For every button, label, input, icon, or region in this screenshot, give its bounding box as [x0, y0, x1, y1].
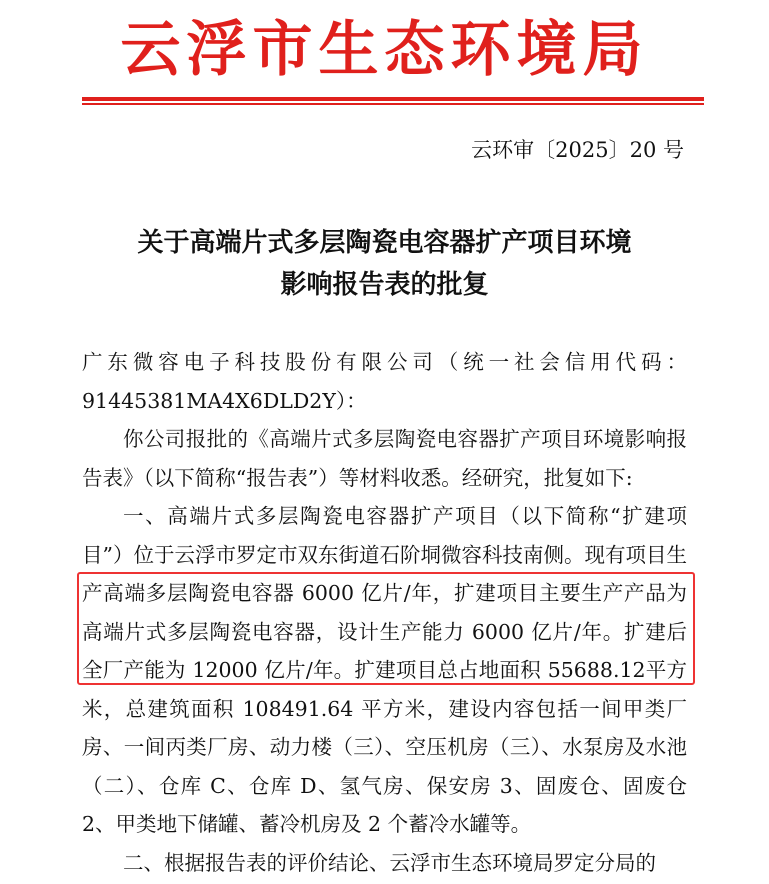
paragraph-evaluation: 二、根据报告表的评价结论、云浮市生态环境局罗定分局的	[123, 850, 656, 875]
title-line-1: 关于高端片式多层陶瓷电容器扩产项目环境	[137, 228, 632, 258]
paragraph-text-before-highlight: 一、高端片式多层陶瓷电容器扩产项目（以下简称“扩建项目”）位于云浮市罗定市双东街道石阶垌微容科技南侧。现有项	[82, 504, 687, 567]
masthead-rule-thick	[82, 97, 704, 101]
highlighted-capacity-text: 目生产高端多层陶瓷电容器 6000 亿片/年，扩建项目主要生产产品为高端片式多层陶瓷电容器，设计生产能力 6000 亿片/年。扩建后全厂产能为 12000 亿片/年。扩建项目总占地面积 55688.12	[82, 542, 688, 682]
document-title	[0, 222, 769, 306]
document-number: 云环审〔2025〕20 号	[471, 138, 684, 162]
agency-masthead: 云浮市生态环境局	[120, 15, 649, 85]
document-body	[82, 343, 687, 882]
paragraph-intro: 你公司报批的《高端片式多层陶瓷电容器扩产项目环境影响报告表》（以下简称“报告表”）等材料收悉。经研究，批复如下:	[82, 427, 687, 490]
addressee: 广东微容电子科技股份有限公司（统一社会信用代码：91445381MA4X6DLD2Y）：	[82, 350, 687, 413]
masthead-rule-thin	[82, 103, 704, 105]
title-line-2: 影响报告表的批复	[280, 270, 489, 300]
paragraph-text-after-highlight: 平方米，总建筑面积 108491.64 平方米，建设内容包括一间甲类厂房、一间丙类厂房、动力楼（三）、空压机房（三）、水泵房及水池（二）、仓库 C、仓库 D、氢气房、保安房 3、固废仓、固废仓 2、甲类地下储罐、蓄冷机房及 2 个蓄冷水罐等。	[82, 658, 688, 836]
paragraph-project-description	[82, 497, 687, 844]
